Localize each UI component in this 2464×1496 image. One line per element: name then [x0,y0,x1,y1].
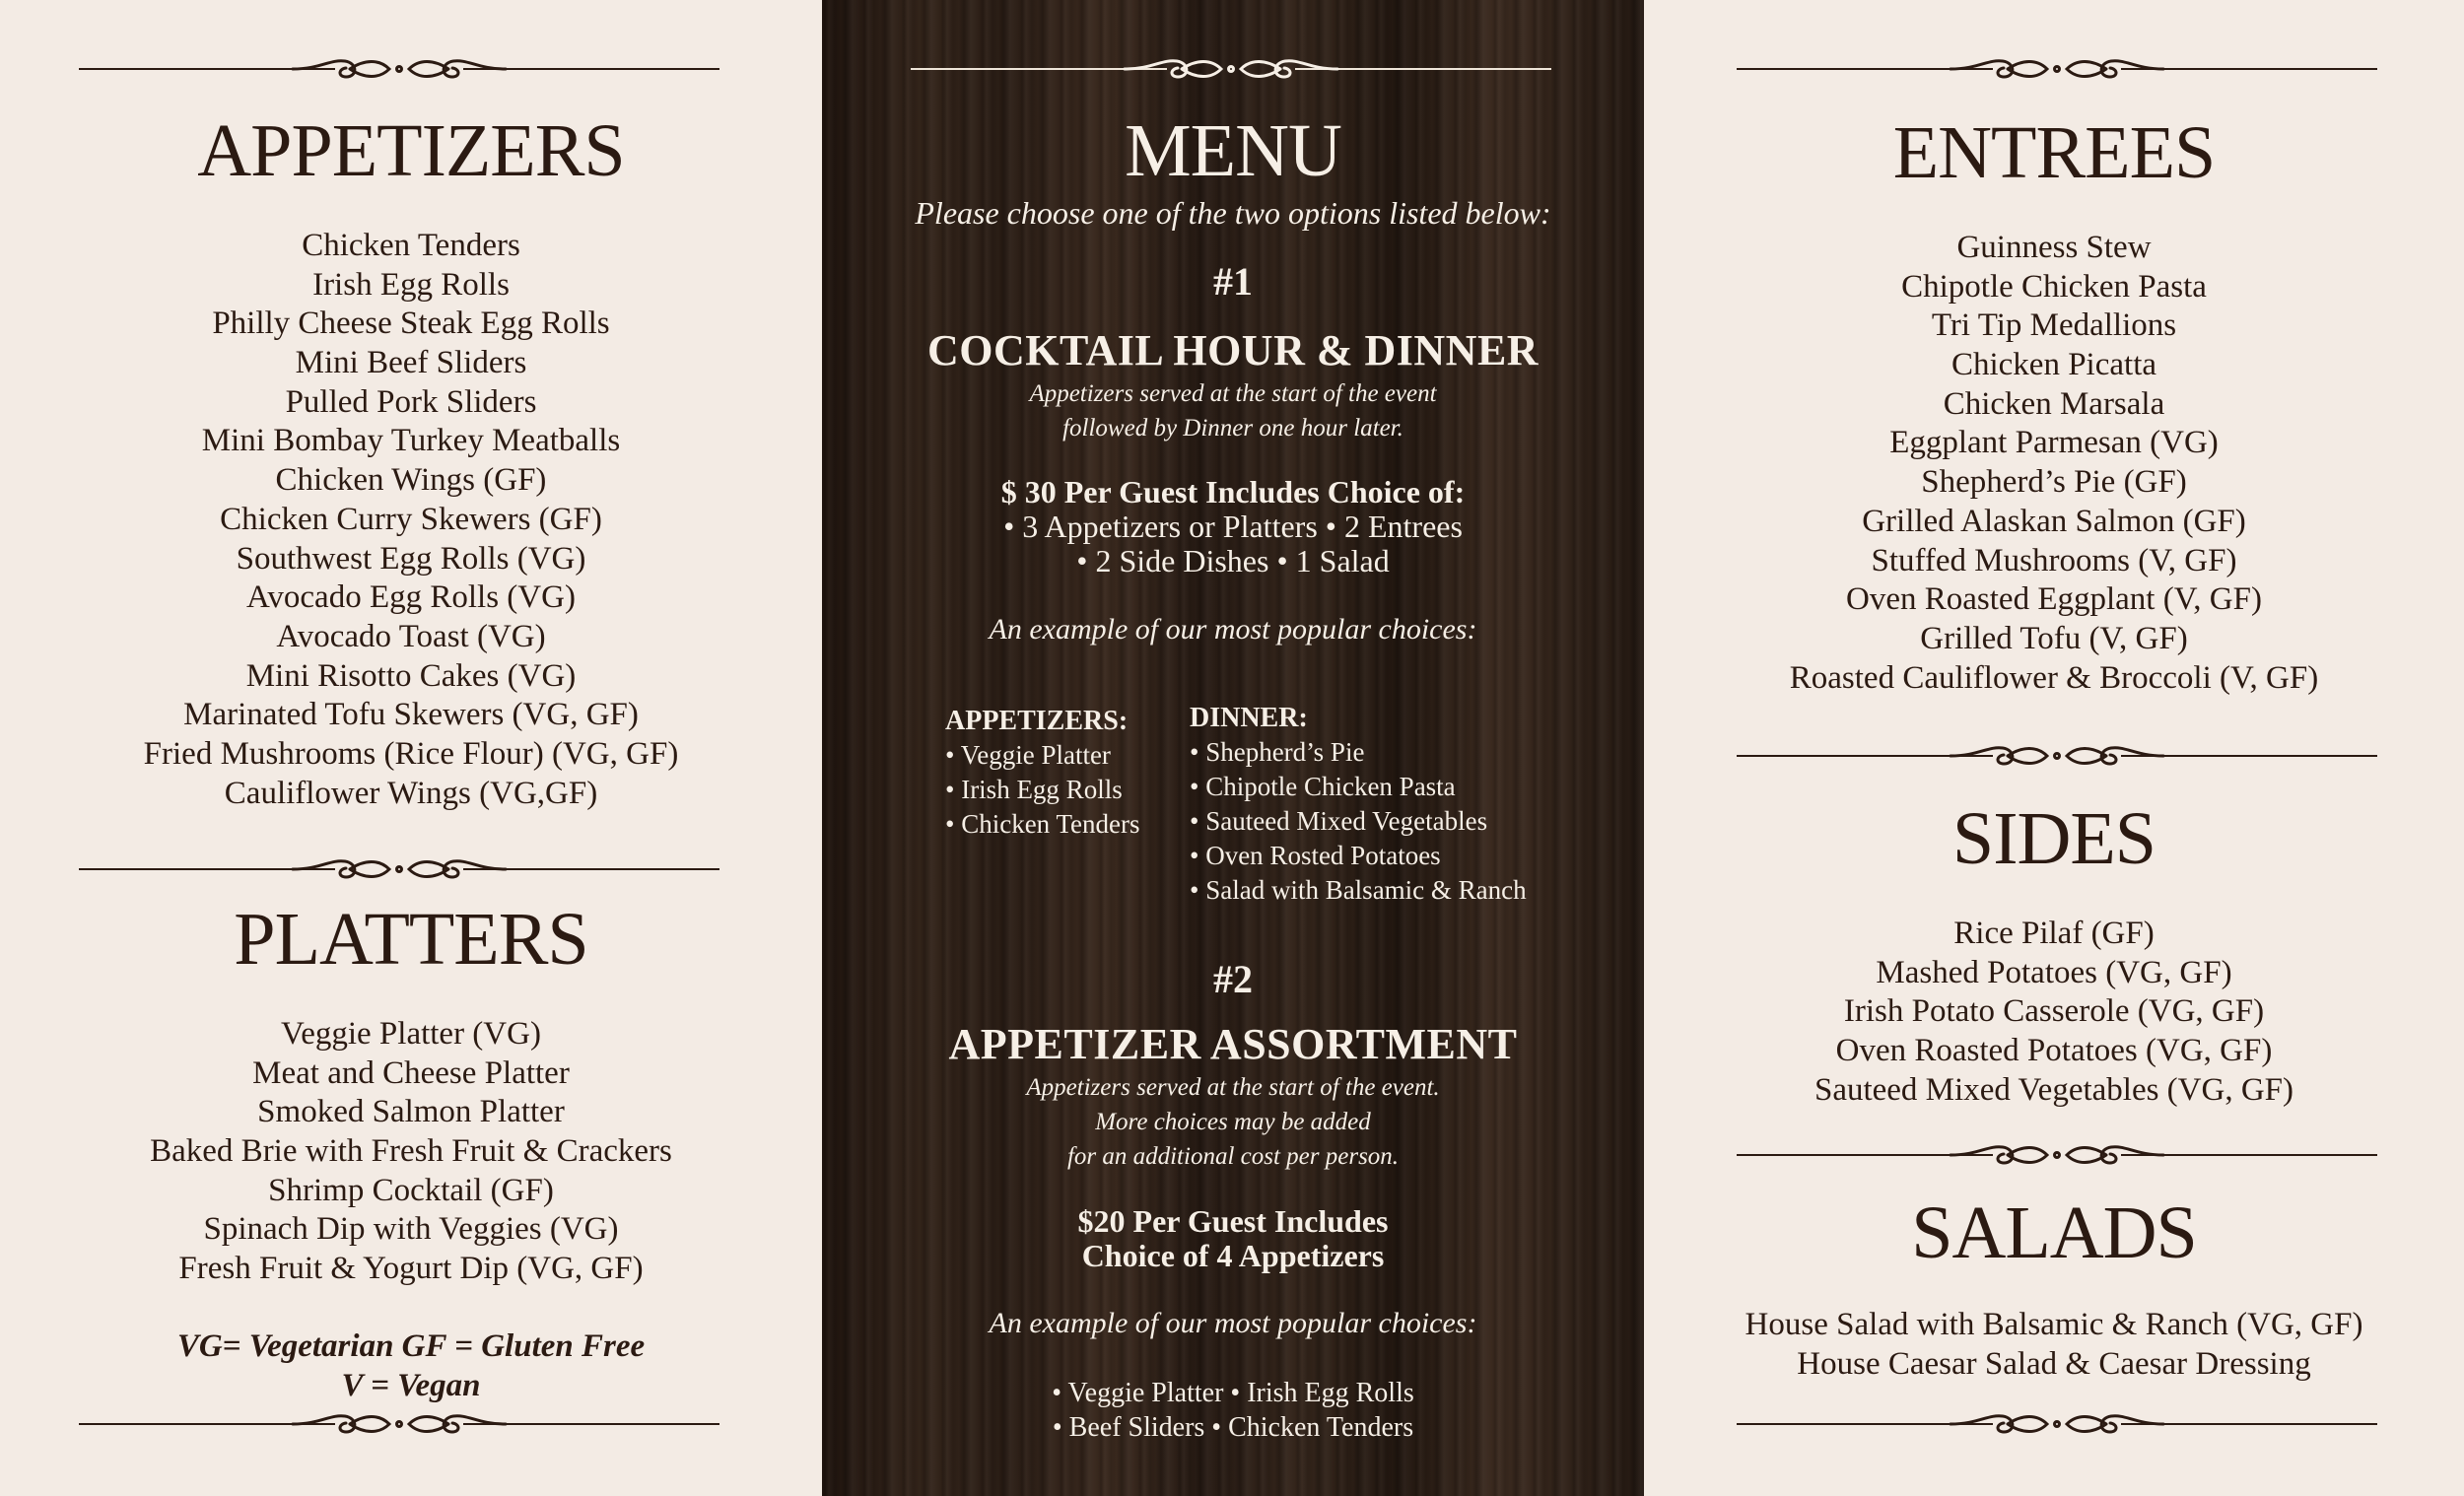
list-item: Meat and Cheese Platter [252,1054,570,1091]
divider-ornament [911,49,1551,89]
appetizers-list [0,227,822,813]
option-2-description: Appetizers served at the start of the event. More choices may be added for an additional cost per person. [1026,1074,1440,1170]
option-2-number: #2 [1213,957,1253,1001]
menu-subtitle: Please choose one of the two options listed below: [915,195,1551,231]
list-item: Mini Bombay Turkey Meatballs [201,423,621,459]
divider-ornament [79,850,719,889]
list-item: • Sauteed Mixed Vegetables [1190,806,1488,836]
list-item: Eggplant Parmesan (VG) [1889,425,2219,461]
list-item: Philly Cheese Steak Egg Rolls [212,306,610,342]
divider-ornament [79,49,719,89]
list-item: Fresh Fruit & Yogurt Dip (VG, GF) [178,1251,644,1287]
list-item: • Salad with Balsamic & Ranch [1190,875,1527,905]
option-2-pricing: $20 Per Guest Includes Choice of 4 Appetizers [1077,1203,1389,1273]
menu-panel [822,0,1644,1496]
list-item: Chipotle Chicken Pasta [1901,268,2207,305]
divider-ornament [1737,736,2377,776]
legend-line: VG= Vegetarian GF = Gluten Free [176,1328,646,1364]
list-item: Shepherd’s Pie (GF) [1921,464,2187,501]
list-item: Rice Pilaf (GF) [1953,916,2155,951]
list-item: Roasted Cauliflower & Broccoli (V, GF) [1789,659,2319,696]
list-item: House Salad with Balsamic & Ranch (VG, GF) [1745,1307,2363,1342]
list-item: Cauliflower Wings (VG,GF) [224,775,598,811]
appetizers-heading: APPETIZERS [197,109,625,192]
salads-list [1644,1306,2464,1384]
option-1-example-caption: An example of our most popular choices: [989,613,1477,646]
list-item: Chicken Picatta [1951,347,2157,383]
salads-heading: SALADS [1911,1191,2197,1274]
list-item: Grilled Alaskan Salmon (GF) [1862,503,2246,539]
menu-title: MENU [1125,109,1341,192]
list-item: Chicken Curry Skewers (GF) [220,501,602,537]
list-item: Baked Brie with Fresh Fruit & Crackers [150,1133,672,1170]
option-2-items [822,1376,1644,1445]
list-item: Avocado Toast (VG) [276,618,546,654]
list-item: • Beef Sliders • Chicken Tenders [1052,1412,1414,1443]
option-1-number: #1 [1213,259,1253,304]
option-2-example-caption: An example of our most popular choices: [989,1307,1477,1339]
list-item: Stuffed Mushrooms (V, GF) [1871,542,2237,578]
list-item: Oven Roasted Potatoes (VG, GF) [1835,1033,2273,1069]
list-item: Mashed Potatoes (VG, GF) [1876,954,2232,990]
sides-heading: SIDES [1951,797,2156,880]
list-item: Chicken Marsala [1943,385,2165,422]
list-item: • Shepherd’s Pie [1190,737,1365,767]
list-item: Chicken Tenders [302,228,520,263]
divider-ornament [1737,1404,2377,1444]
list-item: • Oven Rosted Potatoes [1190,841,1441,870]
list-item: Pulled Pork Sliders [285,383,537,420]
list-item: Fried Mushrooms (Rice Flour) (VG, GF) [143,735,679,772]
list-item: Southwest Egg Rolls (VG) [236,540,586,577]
list-item: Sauteed Mixed Vegetables (VG, GF) [1814,1071,2294,1108]
option-1-dinner: DINNER: • Shepherd’s Pie • Chipotle Chicken Pasta • Sauteed Mixed Vegetables • Oven Rosted Potatoes • Salad with Balsamic & Ranch [1190,701,1527,908]
divider-ornament [79,1404,719,1444]
list-item: • Chicken Tenders [945,809,1140,839]
platters-list [0,1015,822,1289]
option-2-title: APPETIZER ASSORTMENT [948,1020,1518,1068]
right-panel [1644,0,2464,1496]
divider-ornament [1737,1135,2377,1175]
left-panel [0,0,822,1496]
list-item: • Irish Egg Rolls [945,775,1123,804]
list-item: Tri Tip Medallions [1931,307,2177,344]
list-item: Smoked Salmon Platter [257,1094,565,1130]
list-item: Mini Beef Sliders [295,345,527,381]
option-1-appetizers: APPETIZERS: • Veggie Platter • Irish Egg Rolls • Chicken Tenders [945,704,1140,842]
option-1-description: Appetizers served at the start of the event followed by Dinner one hour later. [1029,380,1437,442]
list-item: Shrimp Cocktail (GF) [268,1172,554,1208]
list-item: Oven Roasted Eggplant (V, GF) [1846,581,2262,618]
list-item: Grilled Tofu (V, GF) [1920,620,2188,656]
list-item: Marinated Tofu Skewers (VG, GF) [183,697,639,733]
legend-line: V = Vegan [341,1368,481,1403]
list-item: Spinach Dip with Veggies (VG) [203,1211,619,1248]
list-item: Irish Egg Rolls [312,266,510,303]
entrees-heading: ENTREES [1892,111,2216,194]
list-item: Irish Potato Casserole (VG, GF) [1843,993,2265,1030]
list-item: Avocado Egg Rolls (VG) [246,579,576,616]
entrees-list [1644,229,2464,698]
list-item: Chicken Wings (GF) [275,462,547,499]
option-1-title: COCKTAIL HOUR & DINNER [926,326,1540,374]
sides-list [1644,915,2464,1110]
list-item: • Veggie Platter • Irish Egg Rolls [1052,1378,1414,1408]
divider-ornament [1737,49,2377,89]
list-item: Guinness Stew [1956,230,2152,265]
platters-heading: PLATTERS [234,898,588,981]
list-item: House Caesar Salad & Caesar Dressing [1797,1345,2311,1382]
list-item: Mini Risotto Cakes (VG) [245,657,577,694]
option-1-pricing: $ 30 Per Guest Includes Choice of: • 3 Appetizers or Platters • 2 Entrees • 2 Side Dishes • 1 Salad [1000,474,1466,578]
list-item: • Chipotle Chicken Pasta [1190,772,1456,801]
diet-legend [0,1326,822,1405]
list-item: Veggie Platter (VG) [281,1016,541,1052]
list-item: • Veggie Platter [945,740,1111,770]
